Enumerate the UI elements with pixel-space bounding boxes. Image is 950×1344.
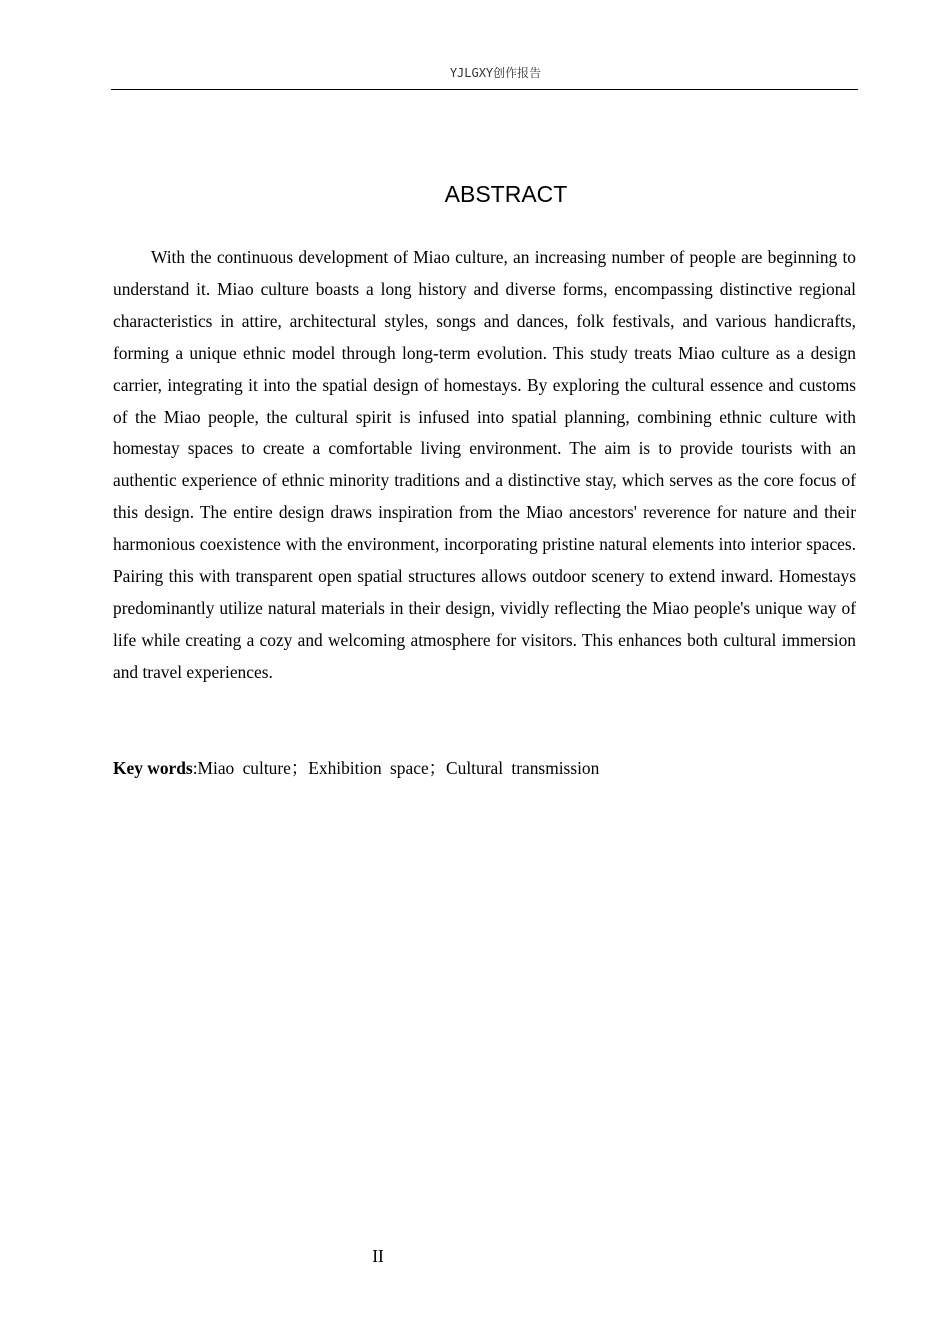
abstract-body: With the continuous development of Miao culture, an increasing number of people are beginning to understand it. Miao culture boasts a long history and diverse forms, encompassing distinctive regional characteristics in attire, architectural styles, songs and dances, folk festivals, and various handicrafts, forming a unique ethnic model through long-term evolution. This study treats Miao culture as a design carrier, integrating it into the spatial design of homestays. By exploring the cultural essence and customs of the Miao people, the cultural spirit is infused into spatial planning, combining ethnic culture with homestay spaces to create a comfortable living environment. The aim is to provide tourists with an authentic experience of ethnic minority traditions and a distinctive stay, which serves as the core focus of this design. The entire design draws inspiration from the Miao ancestors' reverence for nature and their harmonious coexistence with the environment, incorporating pristine natural elements into interior spaces. Pairing this with transparent open spatial structures allows outdoor scenery to extend inward. Homestays predominantly utilize natural materials in their design, vividly reflecting the Miao people's unique way of life while creating a cozy and welcoming atmosphere for visitors. This enhances both cultural immersion and travel experiences. <box>113 247 856 682</box>
keywords-label: Key words <box>113 758 193 778</box>
keywords-line <box>113 753 856 785</box>
abstract-title: ABSTRACT <box>444 181 568 207</box>
page-number: II <box>372 1246 384 1266</box>
keywords-text: :Miao culture；Exhibition space；Cultural transmission <box>192 758 600 778</box>
page-header <box>111 64 858 90</box>
header-text: YJLGXY创作报告 <box>449 66 542 80</box>
